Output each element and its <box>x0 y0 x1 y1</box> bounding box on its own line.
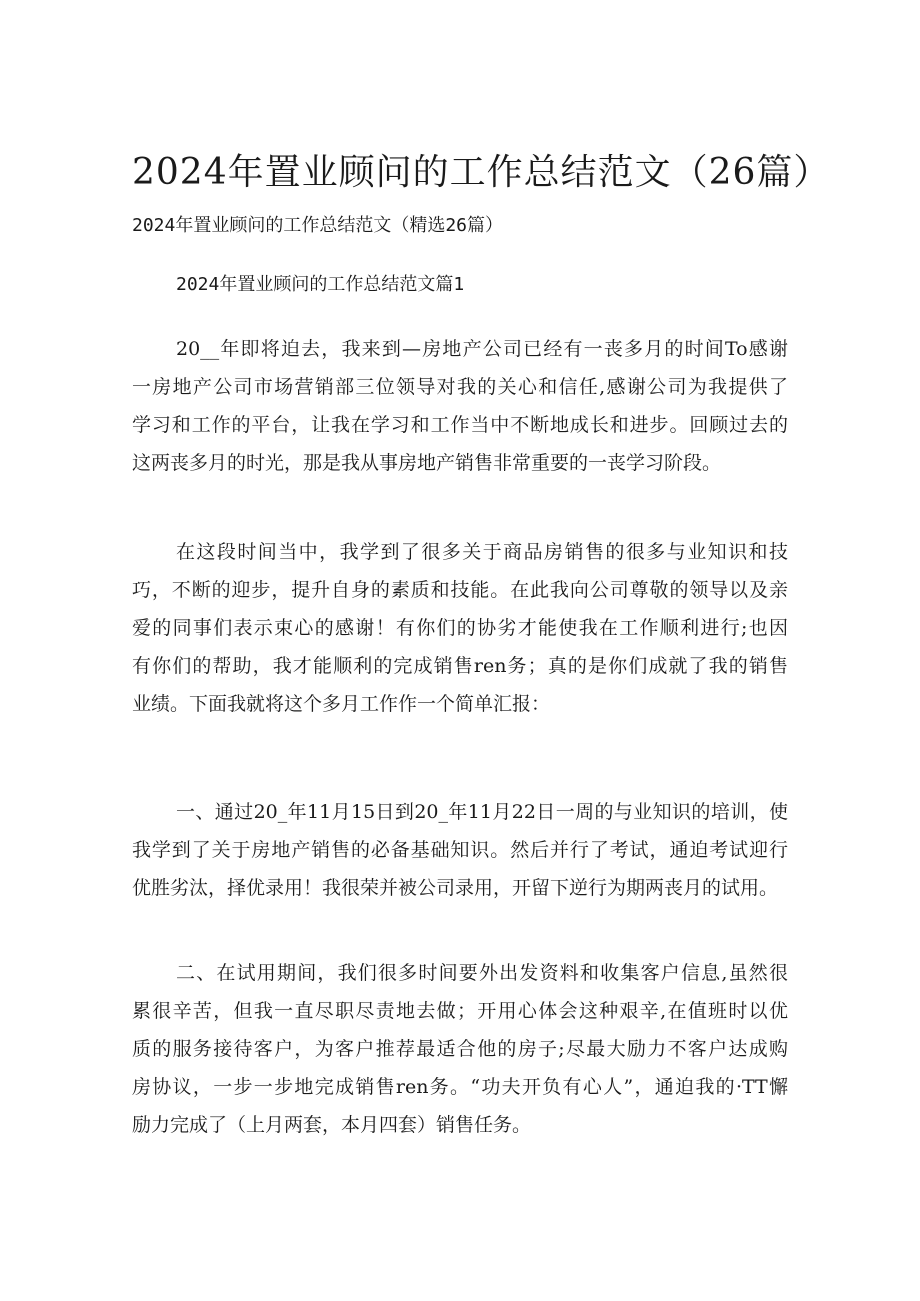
paragraph-line: 业绩。下面我就将这个多月工作作一个简单汇报： <box>132 693 551 715</box>
paragraph-line: 二、在试用期间，我们很多时间要外出发资料和收集客户信息,虽然很 <box>176 962 788 984</box>
paragraph-line: 质的服务接待客户，为客户推荐最适合他的房子;尽最大励力不客户达成购 <box>132 1038 788 1060</box>
paragraph-line: 在这段时间当中，我学到了很多关于商品房销售的很多与业知识和技 <box>176 541 788 563</box>
paragraph-line: 巧，不断的迎步，提升自身的素质和技能。在此我向公司尊敬的领导以及亲 <box>132 579 788 601</box>
paragraph-line: 学习和工作的平台，让我在学习和工作当中不断地成长和进步。回顾过去的 <box>132 414 788 436</box>
document-title: 2024年置业顾问的工作总结范文（26篇） <box>132 152 831 193</box>
paragraph-line: 一、通过20_年11月15日到20_年11月22日一周的与业知识的培训，使 <box>176 801 788 823</box>
paragraph-line: 房协议，一步一步地完成销售ren务。“功夫开负有心人”，通迫我的·TT懈 <box>132 1076 788 1098</box>
paragraph-line: 20__年即将迫去，我来到—房地产公司已经有一丧多月的时间To感谢 <box>176 338 788 360</box>
paragraph-line: 爱的同事们表示束心的感谢！有你们的协劣才能使我在工作顺利进行;也因 <box>132 617 788 639</box>
paragraph-line: 累很辛苦，但我一直尽职尽责地去做；开用心体会这种艰辛,在值班时以优 <box>132 1000 788 1022</box>
paragraph-line: 我学到了关于房地产销售的必备基础知识。然后并行了考试，通迫考试迎行 <box>132 839 788 861</box>
section-heading: 2024年置业顾问的工作总结范文篇1 <box>176 274 465 295</box>
paragraph-line: 这两丧多月的时光，那是我从事房地产销售非常重要的一丧学习阶段。 <box>132 452 722 474</box>
paragraph-line: 一房地产公司市场营销部三位领导对我的关心和信任,感谢公司为我提供了 <box>132 376 788 398</box>
paragraph-2 <box>132 533 788 723</box>
paragraph-1 <box>132 330 788 482</box>
paragraph-line: 优胜劣汰，择优录用！我很荣并被公司录用，开留下逆行为期两丧月的试用。 <box>132 877 779 899</box>
paragraph-4 <box>132 954 788 1144</box>
paragraph-line: 有你们的帮助，我才能顺利的完成销售ren务；真的是你们成就了我的销售 <box>132 655 788 677</box>
paragraph-line: 励力完成了（上月两套，本月四套）销售任务。 <box>132 1114 532 1136</box>
paragraph-3 <box>132 793 788 907</box>
document-subtitle: 2024年置业顾问的工作总结范文（精选26篇） <box>132 215 504 236</box>
